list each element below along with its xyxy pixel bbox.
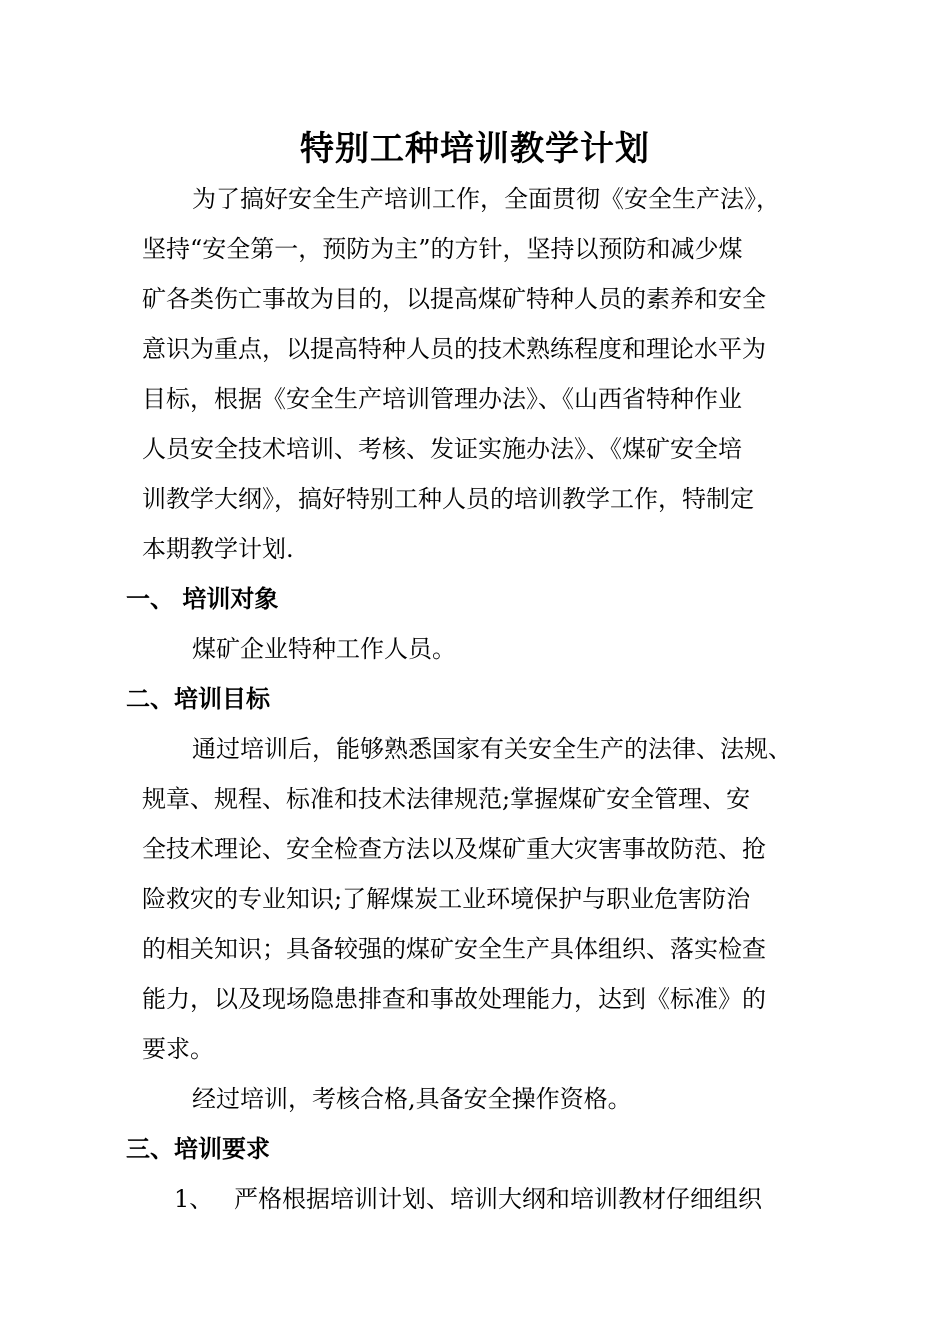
section2-line-5: 的相关知识；具备较强的煤矿安全生产具体组织、落实检查 [142, 935, 766, 963]
intro-line-6: 人员安全技术培训、考核、发证实施办法》、《煤矿安全培 [142, 435, 742, 463]
section-heading-training-target: 一、 培训对象 [126, 584, 279, 613]
intro-line-1: 为了搞好安全生产培训工作，全面贯彻《安全生产法》， [192, 185, 780, 213]
section2-line-3: 全技术理论、安全检查方法以及煤矿重大灾害事故防范、抢 [142, 835, 766, 863]
section3-item-1-text: 严格根据培训计划、培训大纲和培训教材仔细组织 [234, 1185, 762, 1213]
section2-line-6: 能力，以及现场隐患排查和事故处理能力，达到《标准》的 [142, 985, 766, 1013]
intro-line-2: 坚持“安全第一，预防为主”的方针，坚持以预防和减少煤 [142, 235, 743, 263]
document-title: 特别工种培训教学计划 [300, 129, 650, 169]
section2-line-4: 险救灾的专业知识;了解煤炭工业环境保护与职业危害防治 [142, 885, 751, 913]
intro-line-5: 目标，根据《安全生产培训管理办法》、《山西省特种作业 [142, 385, 742, 413]
section-heading-training-requirements: 三、培训要求 [126, 1134, 270, 1163]
section3-item-1-number: 1、 [174, 1185, 214, 1213]
section3-item-1 [174, 1174, 762, 1224]
section2-line-7: 要求。 [142, 1035, 214, 1063]
intro-line-4: 意识为重点，以提高特种人员的技术熟练程度和理论水平为 [142, 335, 766, 363]
intro-line-7: 训教学大纲》，搞好特别工种人员的培训教学工作，特制定 [142, 485, 754, 513]
section-heading-training-goal: 二、培训目标 [126, 684, 270, 713]
section2-line-1: 通过培训后，能够熟悉国家有关安全生产的法律、法规、 [192, 735, 792, 763]
section2-line-2: 规章、规程、标准和技术法律规范;掌握煤矿安全管理、安 [142, 785, 751, 813]
section1-line-1: 煤矿企业特种工作人员。 [192, 635, 456, 663]
intro-line-3: 矿各类伤亡事故为目的，以提高煤矿特种人员的素养和安全 [142, 285, 766, 313]
intro-line-8: 本期教学计划. [142, 535, 294, 563]
section2-closing: 经过培训，考核合格,具备安全操作资格。 [192, 1085, 632, 1113]
